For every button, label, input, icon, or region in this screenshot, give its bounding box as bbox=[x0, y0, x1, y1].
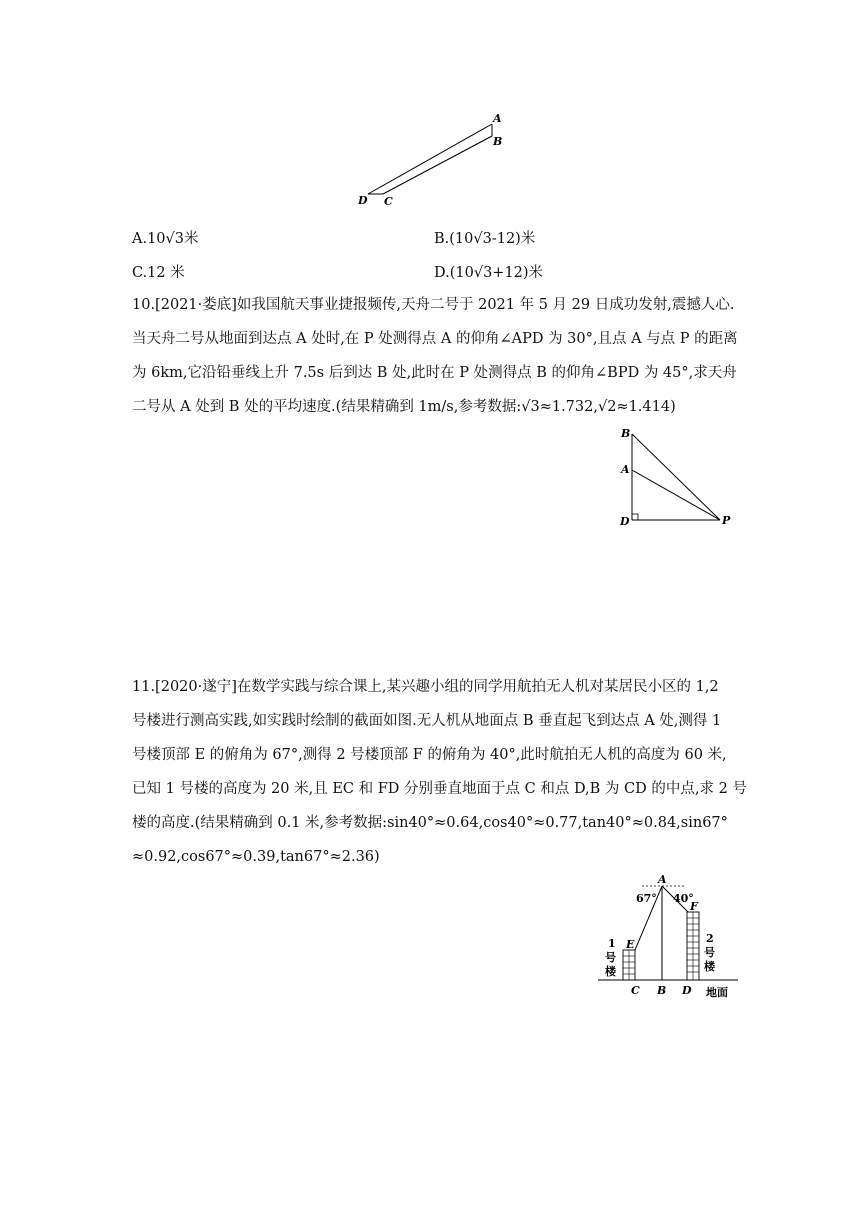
q10-label-p: P bbox=[722, 514, 731, 527]
q10-label-b: B bbox=[621, 427, 631, 440]
q11-angle-40: 40° bbox=[673, 892, 694, 905]
q9-label-c: C bbox=[384, 195, 393, 208]
q11-bldg1-line2: 号 bbox=[605, 951, 616, 964]
question-10 bbox=[132, 288, 738, 424]
q11-label-e: E bbox=[626, 938, 635, 951]
question-11 bbox=[132, 670, 747, 874]
q11-line-6: ≈0.92,cos67°≈0.39,tan67°≈2.36) bbox=[132, 849, 380, 865]
q11-bldg2-line1: 2 bbox=[706, 932, 714, 945]
q11-bldg1-line1: 1 bbox=[608, 937, 616, 950]
q9-label-a: A bbox=[493, 112, 502, 125]
q11-line-5: 楼的高度.(结果精确到 0.1 米,参考数据:sin40°≈0.64,cos40°≈0.77,tan40°≈0.84,sin67° bbox=[132, 815, 728, 831]
q11-label-f: F bbox=[690, 900, 698, 913]
q9-label-d: D bbox=[358, 194, 368, 207]
q10-line-3: 为 6km,它沿铅垂线上升 7.5s 后到达 B 处,此时在 P 处测得点 B 的仰角∠BPD 为 45°,求天舟 bbox=[132, 365, 737, 381]
q11-label-a: A bbox=[658, 873, 667, 886]
q11-ground-label: 地面 bbox=[706, 986, 728, 999]
option-a: A.10√3米 bbox=[132, 231, 199, 247]
q9-label-b: B bbox=[493, 135, 503, 148]
option-c: C.12 米 bbox=[132, 265, 185, 281]
q11-line-4: 已知 1 号楼的高度为 20 米,且 EC 和 FD 分别垂直地面于点 C 和点 D,B 为 CD 的中点,求 2 号 bbox=[132, 781, 747, 797]
q11-bldg2-line3: 楼 bbox=[704, 960, 715, 973]
q10-line-2: 当天舟二号从地面到达点 A 处时,在 P 处测得点 A 的仰角∠APD 为 30°,且点 A 与点 P 的距离 bbox=[132, 331, 738, 347]
option-d: D.(10√3+12)米 bbox=[434, 265, 544, 281]
q10-line-4: 二号从 A 处到 B 处的平均速度.(结果精确到 1m/s,参考数据:√3≈1.732,√2≈1.414) bbox=[132, 399, 676, 415]
q11-angle-67: 67° bbox=[636, 892, 657, 905]
q10-label-a: A bbox=[621, 463, 630, 476]
q11-line-2: 号楼进行测高实践,如实践时绘制的截面如图.无人机从地面点 B 垂直起飞到达点 A 处,测得 1 bbox=[132, 713, 722, 729]
q11-label-b: B bbox=[657, 984, 667, 997]
q10-figure bbox=[612, 420, 742, 530]
q11-figure bbox=[596, 872, 746, 1002]
q11-bldg2-line2: 号 bbox=[704, 946, 715, 959]
q11-label-c: C bbox=[631, 984, 640, 997]
q11-label-d: D bbox=[682, 984, 692, 997]
q10-label-d: D bbox=[620, 515, 630, 528]
q9-figure bbox=[350, 110, 510, 210]
option-b: B.(10√3-12)米 bbox=[434, 231, 536, 247]
q11-line-1: 11.[2020·遂宁]在数学实践与综合课上,某兴趣小组的同学用航拍无人机对某居民小区的 1,2 bbox=[132, 679, 719, 695]
q11-bldg1-line3: 楼 bbox=[605, 965, 616, 978]
q11-line-3: 号楼顶部 E 的俯角为 67°,测得 2 号楼顶部 F 的俯角为 40°,此时航拍无人机的高度为 60 米, bbox=[132, 747, 727, 763]
q10-line-1: 10.[2021·娄底]如我国航天事业捷报频传,天舟二号于 2021 年 5 月 29 日成功发射,震撼人心. bbox=[132, 297, 735, 313]
